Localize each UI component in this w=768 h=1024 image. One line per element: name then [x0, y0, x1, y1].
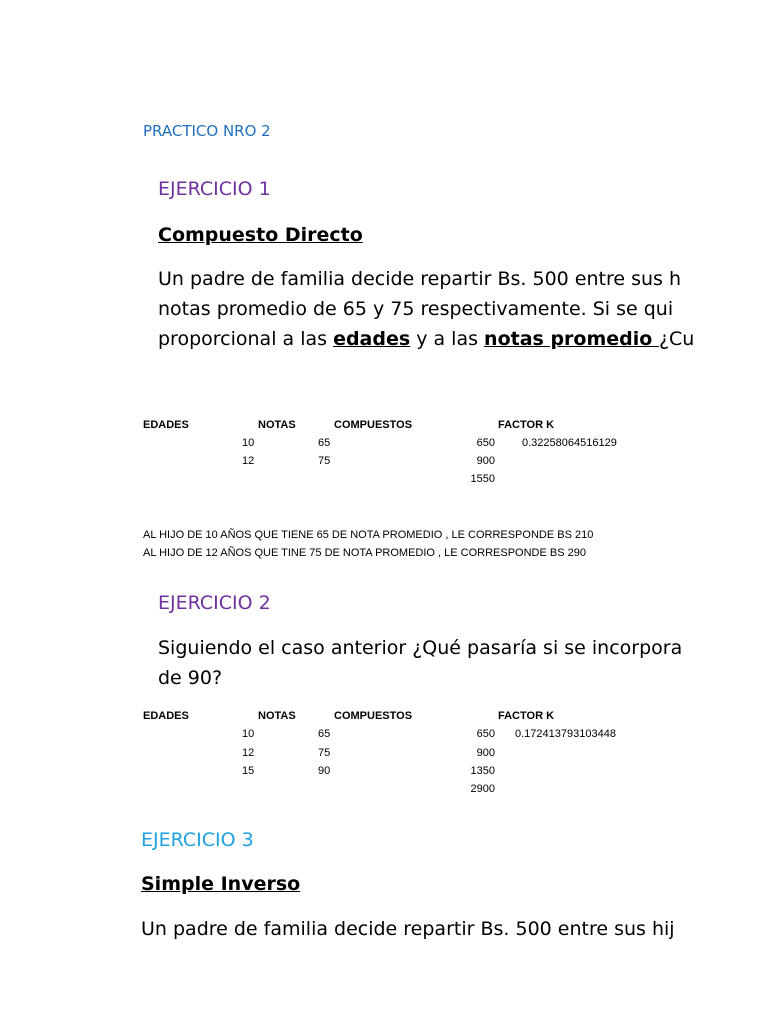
- table-1-row-1-nota: 65: [318, 437, 331, 449]
- table-2-header-factor-k: FACTOR K: [498, 710, 555, 722]
- exercise-1-text: [158, 264, 695, 354]
- line-3-part-e: ¿Cu: [658, 328, 695, 350]
- table-2-row-3-comp: 1350: [470, 765, 495, 777]
- table-1-header-compuestos: COMPUESTOS: [334, 419, 413, 431]
- table-1-total: 1550: [470, 473, 495, 485]
- answer-line-2: AL HIJO DE 12 AÑOS QUE TINE 75 DE NOTA PROMEDIO , LE CORRESPONDE BS 290: [143, 547, 586, 559]
- exercise-3-text: [141, 914, 675, 944]
- table-2-header-edades: EDADES: [143, 710, 189, 722]
- exercise-3-heading: EJERCICIO 3: [141, 829, 254, 851]
- table-2-row-2-comp: 900: [476, 747, 495, 759]
- table-2-row-1-comp: 650: [476, 728, 495, 740]
- answer-line-1: AL HIJO DE 10 AÑOS QUE TIENE 65 DE NOTA PROMEDIO , LE CORRESPONDE BS 210: [143, 529, 594, 541]
- exercise-2-line-2: de 90?: [158, 667, 223, 689]
- table-2-row-3-nota: 90: [318, 765, 331, 777]
- table-2-total: 2900: [470, 783, 495, 795]
- notas-promedio-emphasis: notas promedio: [484, 328, 659, 350]
- exercise-2-line-1: Siguiendo el caso anterior ¿Qué pasaría si se incorpora: [158, 637, 683, 659]
- table-1-row-2-comp: 900: [476, 455, 495, 467]
- table-2-row-2-edad: 12: [242, 747, 255, 759]
- table-1-row-2-edad: 12: [242, 455, 255, 467]
- exercise-2-heading: EJERCICIO 2: [158, 592, 271, 614]
- table-1-row-1-k: 0.32258064516129: [522, 437, 617, 449]
- exercise-1-line-2: notas promedio de 65 y 75 respectivamente. Si se qui: [158, 298, 674, 320]
- line-3-part-c: y a las: [410, 328, 485, 350]
- page-title: PRACTICO NRO 2: [143, 122, 271, 140]
- table-2-header-compuestos: COMPUESTOS: [334, 710, 413, 722]
- table-1-header-factor-k: FACTOR K: [498, 419, 555, 431]
- table-2-row-3-edad: 15: [242, 765, 255, 777]
- table-1-row-1-edad: 10: [242, 437, 255, 449]
- table-1-header-notas: NOTAS: [258, 419, 296, 431]
- exercise-1-line-3: [158, 324, 695, 354]
- table-1-row-1-comp: 650: [476, 437, 495, 449]
- line-3-part-a: proporcional a las: [158, 328, 334, 350]
- table-1-header-edades: EDADES: [143, 419, 189, 431]
- table-2-header-notas: NOTAS: [258, 710, 296, 722]
- exercise-1-heading: EJERCICIO 1: [158, 178, 271, 200]
- exercise-1-line-1: Un padre de familia decide repartir Bs. 500 entre sus h: [158, 268, 682, 290]
- table-1-row-2-nota: 75: [318, 455, 331, 467]
- exercise-3-line-1: Un padre de familia decide repartir Bs. 500 entre sus hij: [141, 918, 675, 940]
- table-2-row-1-edad: 10: [242, 728, 255, 740]
- edades-emphasis: edades: [333, 328, 411, 350]
- table-2-row-2-nota: 75: [318, 747, 331, 759]
- table-2-row-1-k: 0.172413793103448: [515, 728, 616, 740]
- exercise-3-subtitle: Simple Inverso: [141, 873, 301, 895]
- exercise-1-subtitle: Compuesto Directo: [158, 224, 363, 246]
- exercise-2-text: [158, 633, 683, 693]
- table-2-row-1-nota: 65: [318, 728, 331, 740]
